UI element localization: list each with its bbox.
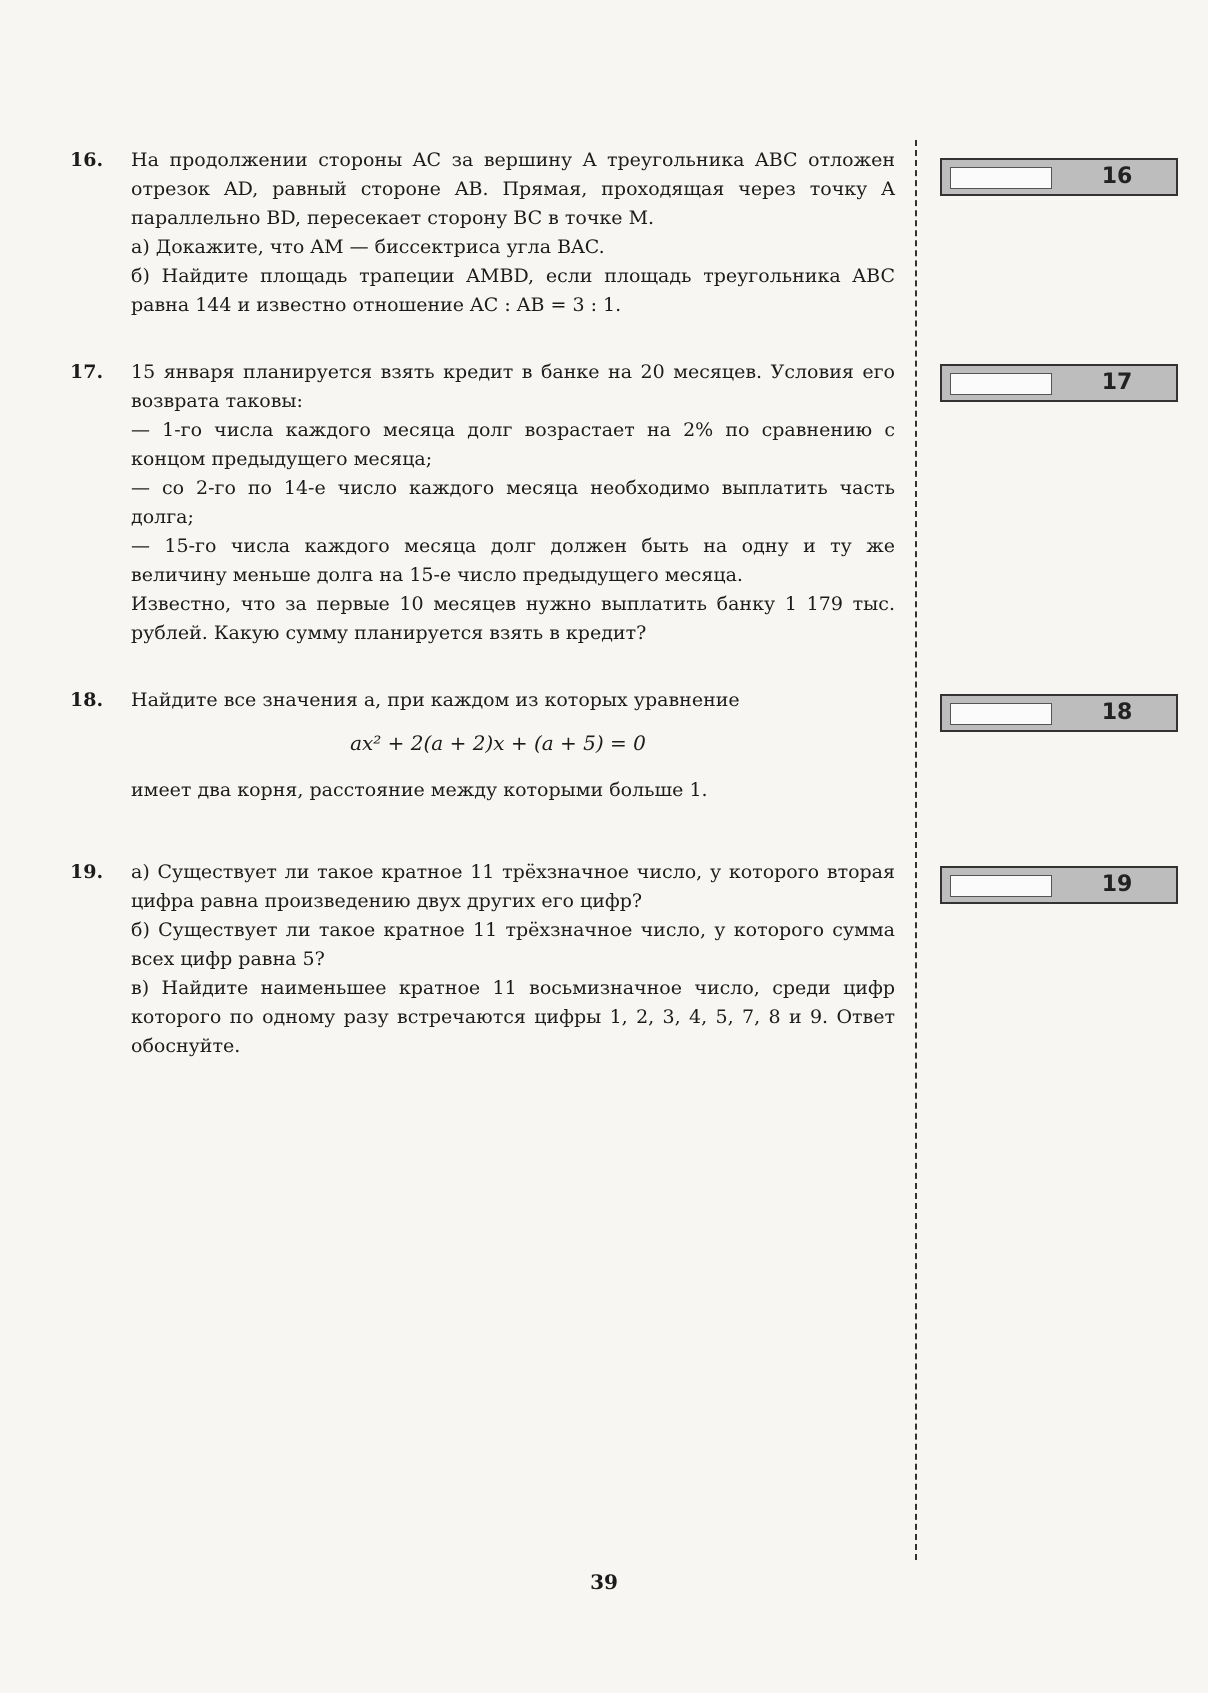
problem-line: — 1-го числа каждого месяца долг возрастает на 2% по сравнению с концом предыдущего месяца; (131, 419, 895, 470)
problem-line: Известно, что за первые 10 месяцев нужно выплатить банку 1 179 тыс. рублей. Какую сумму планируется взять в кредит? (131, 593, 895, 644)
problem-number: 16. (70, 149, 104, 171)
problem-line: — со 2-го по 14-е число каждого месяца необходимо выплатить часть долга; (131, 477, 895, 528)
problem-line: имеет два корня, расстояние между которыми больше 1. (131, 779, 708, 801)
problem-line: 15 января планируется взять кредит в банке на 20 месяцев. Условия его возврата таковы: (131, 361, 895, 412)
problem-line: На продолжении стороны AC за вершину A треугольника ABC отложен отрезок AD, равный стороне AB. Прямая, проходящая через точку A параллельно BD, пересекает сторону BC в точке M. (131, 149, 895, 229)
answer-field[interactable] (950, 167, 1052, 189)
page-number: 39 (590, 1570, 618, 1594)
problem-17 (70, 358, 895, 648)
problem-number: 19. (70, 861, 104, 883)
problem-number: 18. (70, 689, 104, 711)
answer-field[interactable] (950, 373, 1052, 395)
equation: ax² + 2(a + 2)x + (a + 5) = 0 (350, 731, 646, 755)
answer-box-label: 18 (1101, 700, 1133, 725)
answer-field[interactable] (950, 875, 1052, 897)
answer-box-label: 17 (1101, 370, 1133, 395)
answer-box-19[interactable] (940, 866, 1178, 904)
answer-box-18[interactable] (940, 694, 1178, 732)
problem-text (131, 858, 895, 1061)
answer-box-17[interactable] (940, 364, 1178, 402)
problem-line: Найдите все значения a, при каждом из которых уравнение (131, 689, 740, 711)
problem-text (131, 146, 895, 320)
problem-text (131, 686, 895, 805)
problem-line: в) Найдите наименьшее кратное 11 восьмизначное число, среди цифр которого по одному разу встречаются цифры 1, 2, 3, 4, 5, 7, 8 и 9. Ответ обоснуйте. (131, 977, 895, 1057)
problem-number: 17. (70, 361, 104, 383)
problem-line: б) Найдите площадь трапеции AMBD, если площадь треугольника ABC равна 144 и известно отношение AC : AB = 3 : 1. (131, 265, 895, 316)
answer-box-label: 16 (1101, 164, 1133, 189)
problem-text (131, 358, 895, 648)
answer-field[interactable] (950, 703, 1052, 725)
problem-19 (70, 858, 895, 1061)
problem-16 (70, 146, 895, 320)
problem-line: а) Докажите, что AM — биссектриса угла BAC. (131, 236, 605, 258)
problem-line: а) Существует ли такое кратное 11 трёхзначное число, у которого вторая цифра равна произведению двух других его цифр? (131, 861, 895, 912)
answer-box-16[interactable] (940, 158, 1178, 196)
answer-box-label: 19 (1101, 872, 1133, 897)
problem-line: б) Существует ли такое кратное 11 трёхзначное число, у которого сумма всех цифр равна 5? (131, 919, 895, 970)
problem-18 (70, 686, 895, 805)
problem-line: — 15-го числа каждого месяца долг должен быть на одну и ту же величину меньше долга на 15-е число предыдущего месяца. (131, 535, 895, 586)
cut-line-divider (915, 140, 917, 1560)
